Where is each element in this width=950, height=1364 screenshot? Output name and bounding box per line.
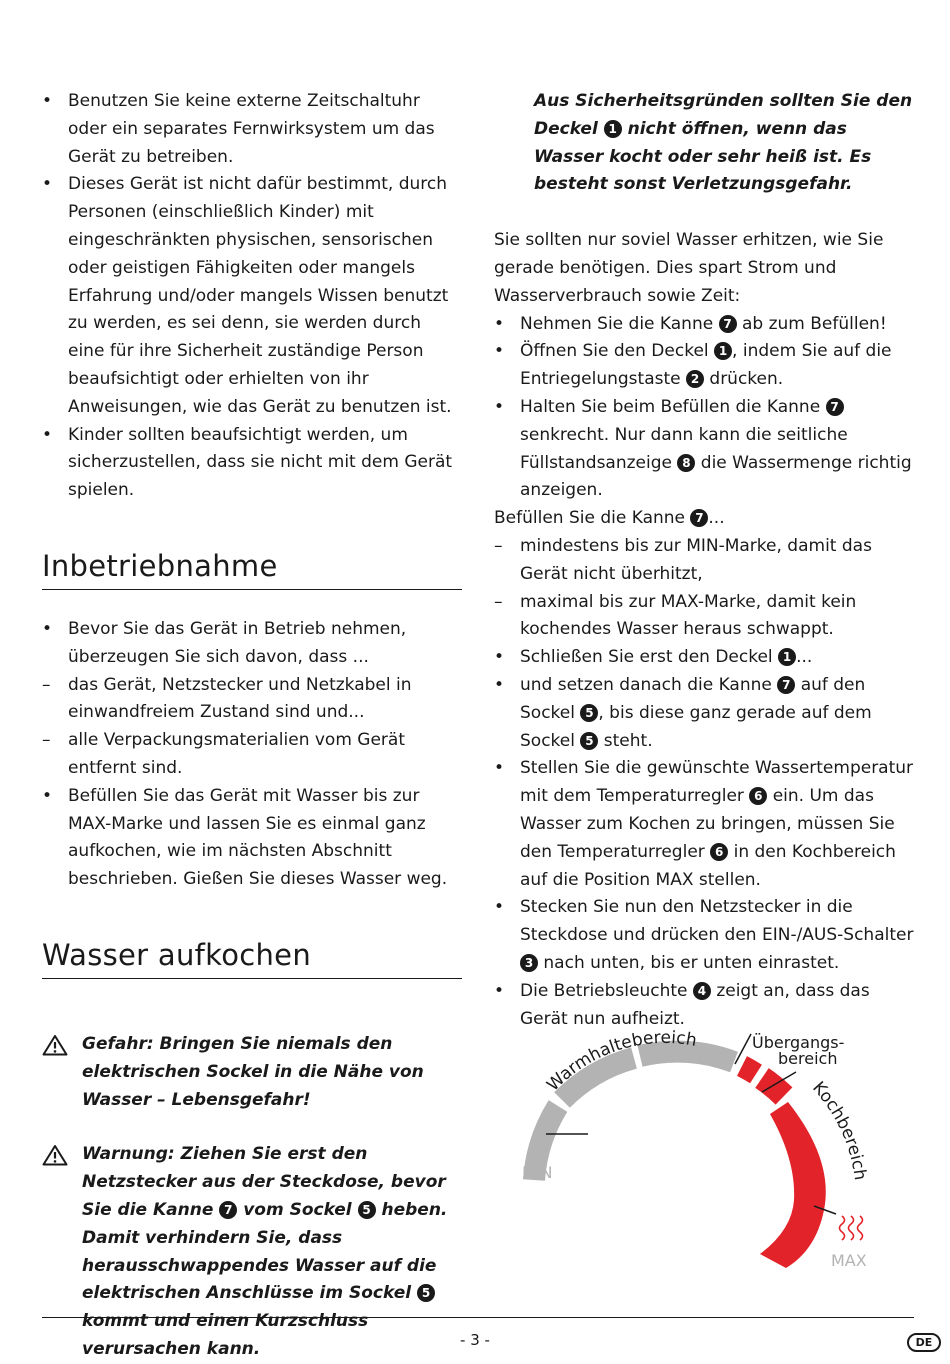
list-item: • Befüllen Sie das Gerät mit Wasser bis zur MAX-Marke und lassen Sie es einmal ganz aufkochen, wie im nächsten Abschnitt beschrieben. Gießen Sie dieses Wasser weg.	[42, 783, 462, 894]
ref-number: 1	[604, 120, 622, 138]
language-badge: DE	[907, 1333, 941, 1352]
section-heading-wasser-aufkochen: Wasser aufkochen	[42, 938, 462, 979]
max-label: MAX	[831, 1251, 867, 1270]
left-column	[42, 88, 462, 1364]
list-item: • Öffnen Sie den Deckel 1 , indem Sie auf die Entriegelungstaste 2 drücken.	[494, 338, 914, 394]
list-item: – maximal bis zur MAX-Marke, damit kein kochendes Wasser heraus schwappt.	[494, 589, 914, 645]
safety-notice	[494, 88, 914, 199]
danger-text: Gefahr: Bringen Sie niemals den elektrischen Sockel in die Nähe von Wasser – Lebensgefahr!	[82, 1033, 424, 1110]
warning-triangle-icon	[42, 1034, 68, 1056]
warning-text: Warnung: Ziehen Sie erst den Netzstecker aus der Steckdose, bevor Sie die Kanne 7 vom Sockel 5 heben. Damit verhindern Sie, dass herausschwappendes Wasser auf die elektrischen Anschlüsse im Sockel 5 kommt und einen Kurzschluss verursachen kann.	[82, 1144, 448, 1359]
transition-label-line2: bereich	[778, 1049, 838, 1068]
ref-number: 5	[358, 1201, 376, 1219]
section-heading-inbetriebnahme: Inbetriebnahme	[42, 549, 462, 590]
list-item: • und setzen danach die Kanne 7 auf den Sockel 5 , bis diese ganz gerade auf dem Sockel 5 steht.	[494, 672, 914, 755]
list-item: • Halten Sie beim Befüllen die Kanne 7 senkrecht. Nur dann kann die seitliche Füllstandsanzeige 8 die Wassermenge richtig anzeigen.	[494, 394, 914, 505]
ref-number: 7	[219, 1201, 237, 1219]
steps-list-a	[494, 311, 914, 506]
transition-label-line1: Übergangs-	[752, 1033, 845, 1052]
temperature-dial-diagram	[494, 1010, 914, 1300]
dial-segment-warm-3	[640, 1052, 734, 1062]
dial-segment-boil-2	[760, 1102, 826, 1268]
intro-paragraph: Sie sollten nur soviel Wasser erhitzen, wie Sie gerade benötigen. Dies spart Strom und Wasserverbrauch sowie Zeit:	[494, 230, 884, 306]
inbetriebnahme-list	[42, 616, 462, 894]
right-column	[494, 88, 914, 1033]
intro-list	[42, 88, 462, 505]
danger-notice	[42, 1031, 462, 1114]
list-item: • Nehmen Sie die Kanne 7 ab zum Befüllen!	[494, 311, 914, 339]
boil-range-label: Kochbereich	[808, 1077, 870, 1182]
warning-triangle-icon	[42, 1144, 68, 1166]
list-item: • Die Betriebsleuchte 4 zeigt an, dass das Gerät nun aufheizt.	[494, 978, 914, 1034]
ref-number: 5	[417, 1284, 435, 1302]
warm-range-label: Warmhaltebereich	[543, 1027, 699, 1096]
list-item: • Kinder sollten beaufsichtigt werden, um sicherzustellen, dass sie nicht mit dem Gerät spielen.	[42, 422, 462, 505]
dial-segment-transition	[742, 1066, 756, 1074]
page-number: - 3 -	[460, 1331, 490, 1349]
list-item: • Stecken Sie nun den Netzstecker in die Steckdose und drücken den EIN-/AUS-Schalter 3 nach unten, bis er unten einrastet.	[494, 894, 914, 977]
list-item: • Dieses Gerät ist nicht dafür bestimmt, durch Personen (einschließlich Kinder) mit eingeschränkten physischen, sensorischen oder geistigen Fähigkeiten oder mangels Erfahrung und/oder mangels Wissen benutzt zu werden, es sei denn, sie werden durch eine für ihre Sicherheit zuständige Person beaufsichtigt oder erhielten von ihr Anweisungen, wie das Gerät zu benutzen ist.	[42, 171, 462, 421]
list-item: – das Gerät, Netzstecker und Netzkabel in einwandfreiem Zustand sind und...	[42, 672, 462, 728]
fill-paragraph: Befüllen Sie die Kanne 7 ...	[494, 508, 725, 529]
list-item: – alle Verpackungsmaterialien vom Gerät entfernt sind.	[42, 727, 462, 783]
steam-waves-icon	[840, 1216, 863, 1240]
list-item: • Benutzen Sie keine externe Zeitschaltuhr oder ein separates Fernwirksystem um das Gerät zu betreiben.	[42, 88, 462, 171]
min-label: MIN	[522, 1163, 553, 1182]
list-item: • Schließen Sie erst den Deckel 1 ...	[494, 644, 914, 672]
steps-list-b	[494, 533, 914, 1033]
safety-text: Aus Sicherheitsgründen sollten Sie den Deckel 1 nicht öffnen, wenn das Wasser kocht oder sehr heiß ist. Es besteht sonst Verletzungsgefahr.	[534, 91, 913, 195]
list-item: • Stellen Sie die gewünschte Wassertemperatur mit dem Temperaturregler 6 ein. Um das Wasser zum Kochen zu bringen, müssen Sie den Temperaturregler 6 in den Kochbereich auf die Position MAX stellen.	[494, 755, 914, 894]
list-item: • Bevor Sie das Gerät in Betrieb nehmen, überzeugen Sie sich davon, dass ...	[42, 616, 462, 672]
list-item: – mindestens bis zur MIN-Marke, damit das Gerät nicht überhitzt,	[494, 533, 914, 589]
footer-divider	[42, 1317, 914, 1318]
